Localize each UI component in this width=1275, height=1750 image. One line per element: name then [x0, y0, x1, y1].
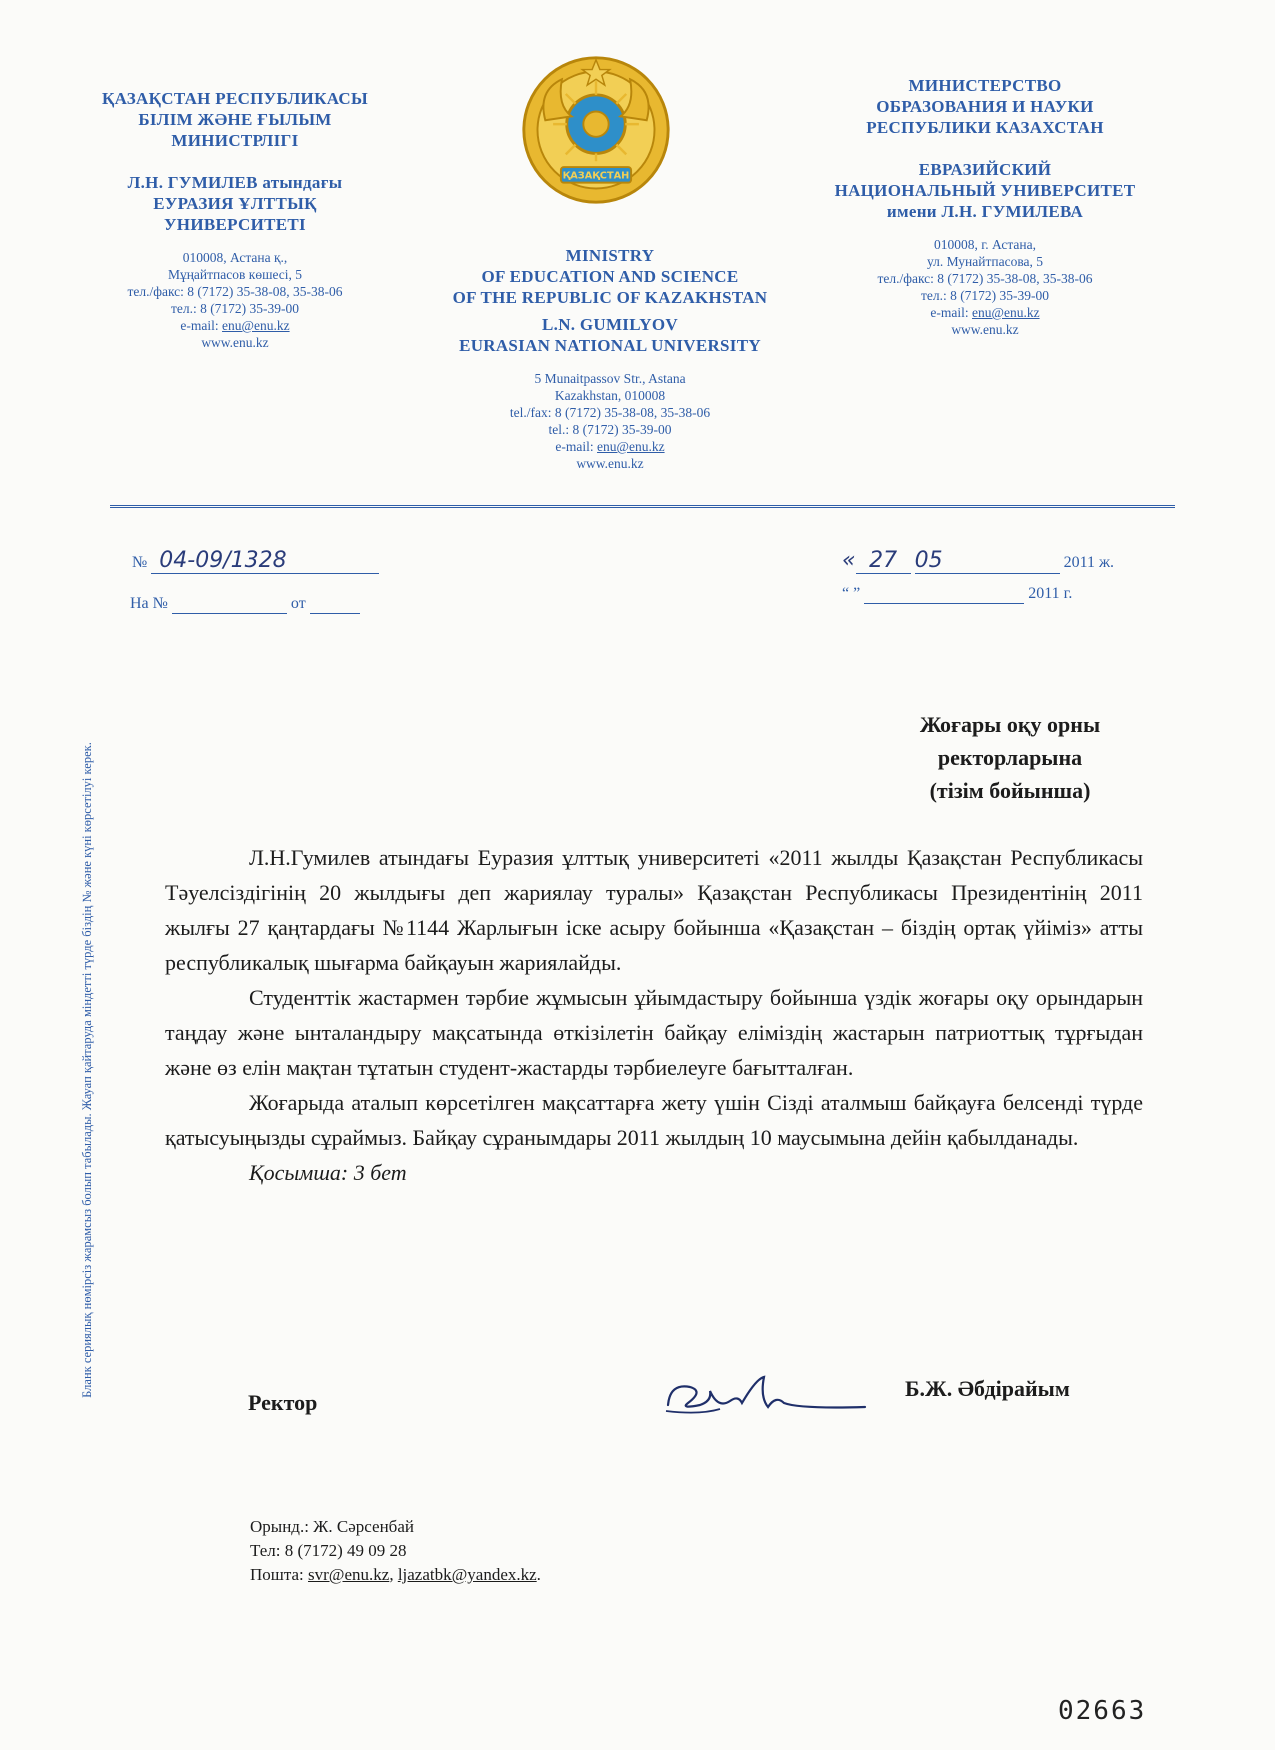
website-link[interactable]: www.enu.kz: [951, 322, 1019, 337]
email-link[interactable]: enu@enu.kz: [972, 305, 1040, 320]
letterhead-en-org: MINISTRY OF EDUCATION AND SCIENCE OF THE REPUBLIC OF KAZAKHSTAN L.N. GUMILYOV EURASIAN NATIONAL UNIVERSITY: [452, 246, 768, 355]
executor-info: Орынд.: Ж. Сәрсенбай Тел: 8 (7172) 49 09 28 Пошта: svr@enu.kz, ljazatbk@yandex.kz.: [250, 1517, 541, 1584]
outgoing-number-value: 04-09/1328: [159, 548, 287, 573]
reply-to-field: На № от: [130, 595, 360, 614]
body-paragraph: Студенттік жастармен тәрбие жұмысын ұйымдастыру бойынша үздік жоғары оқу орындарын таңдау және ынталандыру мақсатында өткізілетін байқау еліміздің жастарын патриоттық тұрғыдан және өз елін мақтан тұтатын студент-жастарды тәрбиелеуге бағытталған.: [165, 985, 1143, 1080]
letterhead-ru-org: МИНИСТЕРСТВО ОБРАЗОВАНИЯ И НАУКИ РЕСПУБЛИКИ КАЗАХСТАН ЕВРАЗИЙСКИЙ НАЦИОНАЛЬНЫЙ УНИВЕРСИТЕТ имени Л.Н. ГУМИЛЕВА: [834, 76, 1136, 221]
margin-note: Бланк сериялық нөмірсіз жарамсыз болып табылады. Жауап қайтаруда міндетті түрде біздің № және күні көрсетілуі керек.: [80, 742, 94, 1398]
letterhead-en: [410, 245, 810, 472]
signatory-name: Б.Ж. Әбдірайым: [905, 1376, 1070, 1401]
letterhead-kz: [70, 88, 400, 351]
state-emblem-icon: [518, 52, 674, 208]
letterhead-divider: [110, 505, 1175, 508]
attachment-note: Қосымша: 3 бет: [249, 1160, 407, 1185]
email-link[interactable]: enu@enu.kz: [597, 439, 665, 454]
handwritten-signature-icon: [660, 1365, 870, 1425]
date-field-kz: « 27 05 2011 ж.: [842, 548, 1115, 573]
date-day: 27: [869, 548, 898, 573]
svg-text:ҚАЗАҚСТАН: ҚАЗАҚСТАН: [562, 170, 630, 182]
serial-number: 02663: [1058, 1696, 1147, 1726]
outgoing-number-field: № 04-09/1328: [132, 548, 379, 574]
letter-body: [165, 840, 1143, 1190]
body-paragraph: Жоғарыда аталып көрсетілген мақсаттарға жету үшін Сізді аталмыш байқауға белсенді түрде қатысуыңызды сұраймыз. Байқау сұранымдары 2011 жылдың 10 маусымына дейін қабылданады.: [165, 1090, 1143, 1150]
website-link[interactable]: www.enu.kz: [201, 335, 269, 350]
letterhead-kz-address: 010008, Астана қ., Мұңайтпасов көшесі, 5 тел./факс: 8 (7172) 35-38-08, 35-38-06 тел.: 8 (7172) 35-39-00 e-mail: enu@enu.kz www.enu.kz: [70, 249, 400, 351]
addressee: Жоғары оқу орны ректорларына (тізім бойынша): [919, 712, 1101, 803]
date-field-ru: “ ” 2011 г.: [842, 585, 1073, 602]
signatory-title: Ректор: [248, 1390, 318, 1415]
email-link[interactable]: svr@enu.kz: [308, 1565, 390, 1584]
letterhead-kz-org: ҚАЗАҚСТАН РЕСПУБЛИКАСЫ БІЛІМ ЖӘНЕ ҒЫЛЫМ МИНИСТРЛІГІ Л.Н. ГУМИЛЕВ атындағы ЕУРАЗИЯ ҰЛТТЫҚ УНИВЕРСИТЕТІ: [101, 89, 368, 234]
letterhead-ru-address: 010008, г. Астана, ул. Мунайтпасова, 5 тел./факс: 8 (7172) 35-38-08, 35-38-06 тел.: 8 (7172) 35-39-00 e-mail: enu@enu.kz www.enu.kz: [790, 236, 1180, 338]
email-link[interactable]: enu@enu.kz: [222, 318, 290, 333]
letterhead-ru: [790, 75, 1180, 338]
date-month: 05: [914, 548, 943, 573]
email-link[interactable]: ljazatbk@yandex.kz: [397, 1565, 537, 1584]
letterhead-en-address: 5 Munaitpassov Str., Astana Kazakhstan, 010008 tel./fax: 8 (7172) 35-38-08, 35-38-06 tel.: 8 (7172) 35-39-00 e-mail: enu@enu.kz www.enu.kz: [410, 370, 810, 472]
body-paragraph: Л.Н.Гумилев атындағы Еуразия ұлттық университеті «2011 жылды Қазақстан Республикасы Тәуелсіздігінің 20 жылдығы деп жариялау туралы» Қазақстан Республикасы Президентінің 2011 жылғы 27 қаңтардағы №1144 Жарлығын іске асыру бойынша «Қазақстан – біздің ортақ үйіміз» атты республикалық шығарма байқауын жариялайды.: [165, 845, 1143, 975]
website-link[interactable]: www.enu.kz: [576, 456, 644, 471]
